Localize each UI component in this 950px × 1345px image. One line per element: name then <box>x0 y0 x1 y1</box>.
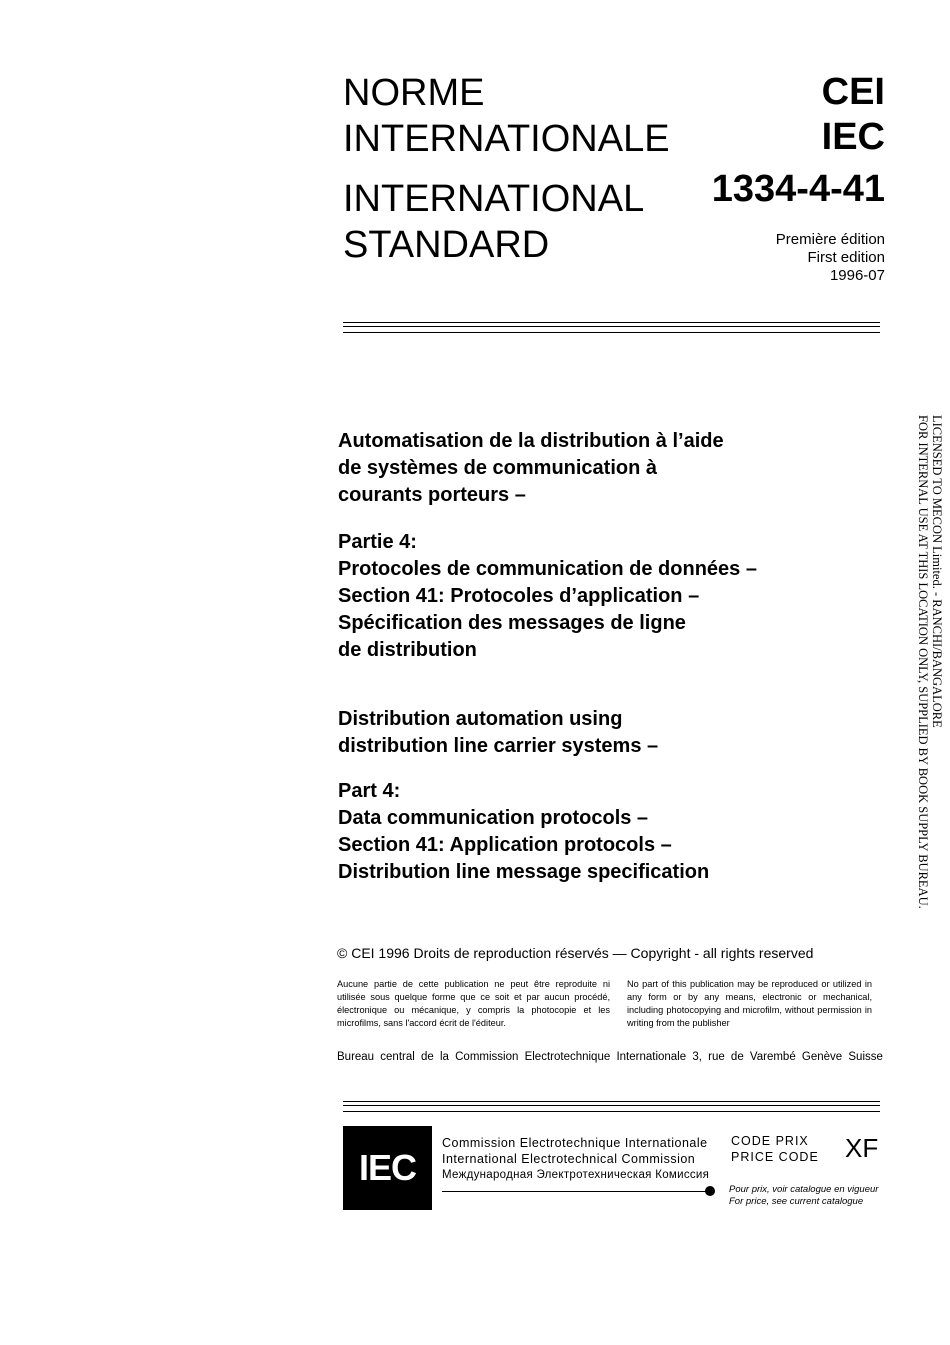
commission-ru: Международная Электротехническая Комиссия <box>442 1169 710 1181</box>
commission-underline <box>442 1191 708 1192</box>
title-fr-part <box>338 529 858 664</box>
price-note <box>729 1184 878 1208</box>
title-line: distribution line carrier systems – <box>338 735 659 757</box>
title-line: Protocoles de communication de données – <box>338 558 757 580</box>
title-line: Data communication protocols – <box>338 807 649 829</box>
title-en-part <box>338 778 858 886</box>
title-line: Distribution automation using <box>338 708 623 730</box>
header-divider <box>343 322 880 333</box>
code-iec: IEC <box>821 116 885 158</box>
title-en-main <box>338 706 858 760</box>
iec-logo: IEC <box>343 1126 432 1210</box>
title-line: de distribution <box>338 639 477 661</box>
title-line: courants porteurs – <box>338 484 526 506</box>
footer-divider <box>343 1101 880 1112</box>
price-code-labels <box>731 1133 819 1165</box>
price-note-en: For price, see current catalogue <box>729 1196 864 1207</box>
bureau-address: Bureau central de la Commission Electrotechnique Internationale 3, rue de Varembé Genève Suisse <box>337 1051 883 1063</box>
copyright-text-fr: Aucune partie de cette publication ne peut être reproduite ni utilisée sous quelque forme que ce soit et par aucun procédé, électronique ou mécanique, y compris la photocopie et les microfilms, sans l'accord écrit de l'éditeur. <box>337 979 610 1028</box>
edition-fr: Première édition <box>775 231 885 248</box>
title-line: Spécification des messages de ligne <box>338 612 686 634</box>
edition-en: First edition <box>807 249 885 266</box>
title-line: Section 41: Protocoles d’application – <box>338 585 700 607</box>
standard-line: STANDARD <box>343 224 550 266</box>
edition-date: 1996-07 <box>829 267 885 284</box>
code-prix-label: CODE PRIX <box>731 1134 809 1148</box>
international-standard-heading <box>343 176 644 268</box>
international-line: INTERNATIONAL <box>343 178 645 220</box>
title-line: de systèmes de communication à <box>338 457 658 479</box>
price-note-fr: Pour prix, voir catalogue en vigueur <box>729 1184 879 1195</box>
title-line: Partie 4: <box>338 531 417 553</box>
title-fr-main <box>338 428 858 509</box>
edition-block <box>776 231 885 285</box>
title-line: Part 4: <box>338 780 401 802</box>
internationale-line: INTERNATIONALE <box>343 118 670 160</box>
stamp-line-2: FOR INTERNAL USE AT THIS LOCATION ONLY, SUPPLIED BY BOOK SUPPLY BUREAU. <box>916 415 930 909</box>
title-line: Distribution line message specification <box>338 861 710 883</box>
commission-fr: Commission Electrotechnique Internationale <box>442 1136 708 1150</box>
commission-en: International Electrotechnical Commission <box>442 1152 696 1166</box>
code-block <box>822 70 885 160</box>
standard-number: 1334-4-41 <box>711 168 885 210</box>
norme-line: NORME <box>343 72 485 114</box>
license-stamp <box>916 415 944 909</box>
title-line: Automatisation de la distribution à l’aide <box>338 430 724 452</box>
copyright-line: © CEI 1996 Droits de reproduction réservés — Copyright - all rights reserved <box>337 945 814 961</box>
commission-names <box>442 1135 709 1183</box>
title-line: Section 41: Application protocols – <box>338 834 672 856</box>
stamp-line-1: LICENSED TO MECON Limited. - RANCHI/BANGALORE <box>930 415 944 728</box>
price-code-value: XF <box>845 1133 879 1163</box>
norme-internationale-heading <box>343 70 670 162</box>
bullet-dot-icon <box>705 1186 715 1196</box>
copyright-text-en: No part of this publication may be reproduced or utilized in any form or by any means, electronic or mechanical, including photocopying and microfilm, without permission in writing from the publisher <box>627 979 872 1028</box>
code-cei: CEI <box>821 71 885 113</box>
price-code-label: PRICE CODE <box>731 1150 819 1164</box>
